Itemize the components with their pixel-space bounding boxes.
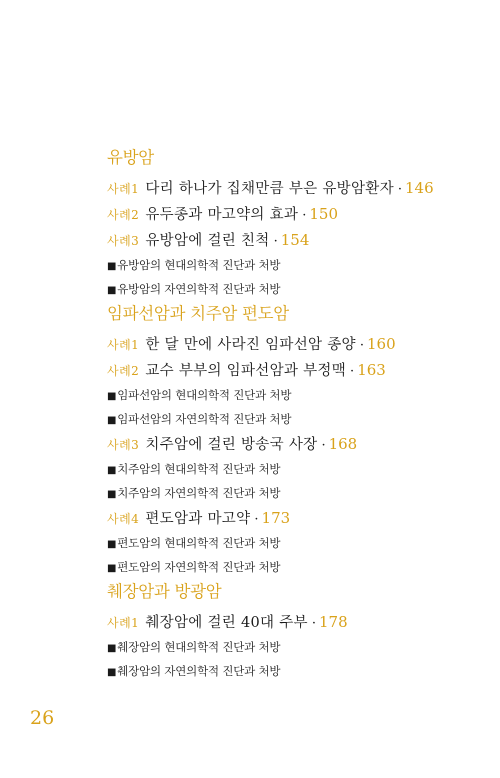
case-entry bbox=[107, 331, 487, 357]
case-page-number: 163 bbox=[357, 361, 386, 379]
subsection-text: 치주암의 현대의학적 진단과 처방 bbox=[117, 462, 281, 476]
case-label: 사례3 bbox=[107, 438, 140, 452]
subsection-entry bbox=[107, 555, 487, 579]
square-bullet-icon: ■ bbox=[107, 643, 117, 654]
subsection-entry bbox=[107, 481, 487, 505]
case-title: 편도암과 마고약 bbox=[145, 511, 251, 527]
section-title: 췌장암과 방광암 bbox=[107, 582, 222, 601]
separator-dot: · bbox=[311, 616, 317, 631]
case-label: 사례2 bbox=[107, 364, 140, 378]
separator-dot: · bbox=[302, 208, 307, 223]
case-entry bbox=[107, 175, 487, 201]
case-entry bbox=[107, 357, 487, 383]
case-title: 치주암에 걸린 방송국 사장 bbox=[145, 437, 318, 453]
page-number: 26 bbox=[30, 707, 55, 729]
square-bullet-icon: ■ bbox=[107, 539, 117, 550]
subsection-text: 췌장암의 자연의학적 진단과 처방 bbox=[117, 664, 281, 678]
square-bullet-icon: ■ bbox=[107, 415, 117, 426]
subsection-entry bbox=[107, 407, 487, 431]
case-page-number: 146 bbox=[405, 179, 434, 197]
case-page-number: 168 bbox=[328, 435, 358, 453]
case-label: 사례4 bbox=[107, 512, 140, 526]
separator-dot: · bbox=[273, 234, 278, 249]
square-bullet-icon: ■ bbox=[107, 261, 117, 272]
case-title: 한 달 만에 사라진 임파선암 종양 bbox=[145, 337, 356, 353]
square-bullet-icon: ■ bbox=[107, 285, 117, 296]
subsection-entry bbox=[107, 253, 487, 277]
subsection-entry bbox=[107, 383, 487, 407]
case-title: 췌장암에 걸린 40대 주부 bbox=[145, 615, 308, 631]
square-bullet-icon: ■ bbox=[107, 465, 117, 476]
case-entry bbox=[107, 609, 487, 635]
case-label: 사례1 bbox=[107, 616, 140, 630]
subsection-text: 편도암의 현대의학적 진단과 처방 bbox=[117, 536, 281, 550]
case-entry bbox=[107, 227, 487, 253]
subsection-text: 췌장암의 현대의학적 진단과 처방 bbox=[117, 640, 281, 654]
case-title: 교수 부부의 임파선암과 부정맥 bbox=[145, 363, 347, 379]
separator-dot: · bbox=[350, 364, 355, 379]
case-label: 사례3 bbox=[107, 234, 140, 248]
separator-dot: · bbox=[397, 182, 403, 197]
separator-dot: · bbox=[254, 512, 259, 527]
case-title: 유방암에 걸린 친척 bbox=[145, 233, 270, 249]
section-title: 임파선암과 치주암 편도암 bbox=[107, 304, 289, 323]
table-of-contents bbox=[107, 147, 487, 683]
case-label: 사례1 bbox=[107, 338, 140, 352]
subsection-text: 유방암의 자연의학적 진단과 처방 bbox=[117, 282, 281, 296]
case-page-number: 173 bbox=[261, 509, 291, 527]
subsection-entry bbox=[107, 531, 487, 555]
case-page-number: 160 bbox=[367, 335, 396, 353]
case-label: 사례1 bbox=[107, 182, 140, 196]
subsection-entry bbox=[107, 659, 487, 683]
case-entry bbox=[107, 431, 487, 457]
subsection-text: 유방암의 현대의학적 진단과 처방 bbox=[117, 258, 281, 272]
subsection-text: 임파선암의 현대의학적 진단과 처방 bbox=[117, 388, 292, 402]
case-title: 다리 하나가 집채만큼 부은 유방암환자 bbox=[145, 181, 394, 197]
case-title: 유두종과 마고약의 효과 bbox=[145, 207, 299, 223]
square-bullet-icon: ■ bbox=[107, 489, 117, 500]
case-page-number: 178 bbox=[319, 613, 348, 631]
square-bullet-icon: ■ bbox=[107, 563, 117, 574]
separator-dot: · bbox=[321, 438, 326, 453]
subsection-entry bbox=[107, 457, 487, 481]
case-entry bbox=[107, 505, 487, 531]
case-label: 사례2 bbox=[107, 208, 140, 222]
square-bullet-icon: ■ bbox=[107, 391, 117, 402]
subsection-text: 임파선암의 자연의학적 진단과 처방 bbox=[117, 412, 292, 426]
separator-dot: · bbox=[359, 338, 365, 353]
square-bullet-icon: ■ bbox=[107, 667, 117, 678]
section-title: 유방암 bbox=[107, 148, 154, 167]
subsection-text: 치주암의 자연의학적 진단과 처방 bbox=[117, 486, 281, 500]
subsection-text: 편도암의 자연의학적 진단과 처방 bbox=[117, 560, 281, 574]
subsection-entry bbox=[107, 277, 487, 301]
case-entry bbox=[107, 201, 487, 227]
case-page-number: 150 bbox=[309, 205, 338, 223]
subsection-entry bbox=[107, 635, 487, 659]
case-page-number: 154 bbox=[280, 231, 310, 249]
